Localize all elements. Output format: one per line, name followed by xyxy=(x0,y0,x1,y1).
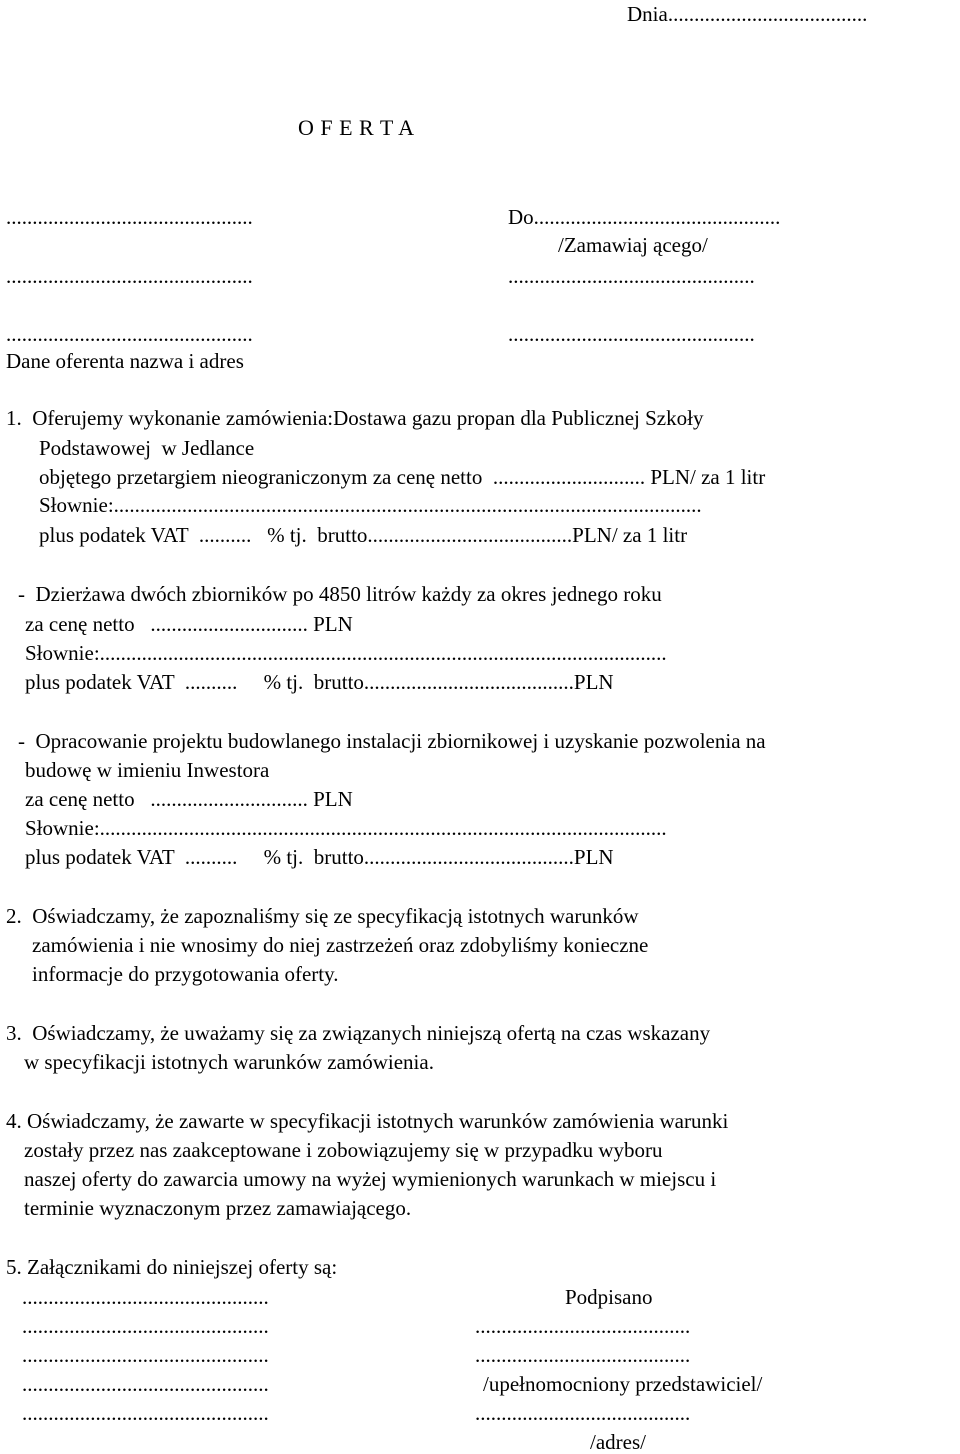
item4-line-4: terminie wyznaczonym przez zamawiającego. xyxy=(24,1196,412,1220)
signature-label: Podpisano xyxy=(565,1285,653,1309)
bidder-label: Dane oferenta nazwa i adres xyxy=(6,349,244,373)
item2-line-2: zamówienia i nie wnosimy do niej zastrzeżeń oraz zdobyliśmy konieczne xyxy=(32,933,649,957)
bidder-line-2: ............................................... xyxy=(6,264,253,288)
item2-line-1: 2. Oświadczamy, że zapoznaliśmy się ze specyfikacją istotnych warunków xyxy=(6,904,639,928)
item3-line-2: w specyfikacji istotnych warunków zamówienia. xyxy=(24,1050,434,1074)
item1-line-1: 1. Oferujemy wykonanie zamówienia:Dostawa gazu propan dla Publicznej Szkoły xyxy=(6,406,704,430)
representative-label: /upełnomocniony przedstawiciel/ xyxy=(483,1372,763,1396)
attachment-line-4: ............................................... xyxy=(22,1372,269,1396)
item4-line-2: zostały przez nas zaakceptowane i zobowiązujemy się w przypadku wyboru xyxy=(24,1138,663,1162)
item1-design-line-2: budowę w imieniu Inwestora xyxy=(25,758,270,782)
item1-lease-line-3: Słownie:............................................................................................................ xyxy=(25,641,667,665)
attachment-line-3: ............................................... xyxy=(22,1343,269,1367)
recipient-line-1: Do............................................... xyxy=(508,205,781,229)
bidder-line-3: ............................................... xyxy=(6,322,253,346)
item4-line-3: naszej oferty do zawarcia umowy na wyżej wymienionych warunkach w miejscu i xyxy=(24,1167,717,1191)
recipient-line-3: ............................................... xyxy=(508,322,755,346)
bidder-line-1: ............................................... xyxy=(6,205,253,229)
item3-line-1: 3. Oświadczamy, że uważamy się za związanych niniejszą ofertą na czas wskazany xyxy=(6,1021,711,1045)
item4-line-1: 4. Oświadczamy, że zawarte w specyfikacji istotnych warunków zamówienia warunki xyxy=(6,1109,729,1133)
item1-lease-line-2: za cenę netto .............................. PLN xyxy=(25,612,353,636)
item1-line-5: plus podatek VAT .......... % tj. brutto.......................................PLN/ za 1 litr xyxy=(39,523,688,547)
address-label: /adres/ xyxy=(590,1430,646,1454)
recipient-sublabel: /Zamawiaj ącego/ xyxy=(558,233,708,257)
item1-line-3: objętego przetargiem nieograniczonym za cenę netto ............................. PLN/ za 1 litr xyxy=(39,465,766,489)
item1-lease-line-4: plus podatek VAT .......... % tj. brutto........................................PLN xyxy=(25,670,614,694)
attachment-line-2: ............................................... xyxy=(22,1314,269,1338)
attachment-line-5: ............................................... xyxy=(22,1401,269,1425)
item1-line-2: Podstawowej w Jedlance xyxy=(39,436,255,460)
item1-design-line-4: Słownie:............................................................................................................ xyxy=(25,816,667,840)
recipient-line-2: ............................................... xyxy=(508,264,755,288)
signature-line-2: ......................................... xyxy=(475,1343,691,1367)
signature-line-1: ......................................... xyxy=(475,1314,691,1338)
date-line: Dnia...................................... xyxy=(627,2,868,26)
item1-design-line-3: za cenę netto .............................. PLN xyxy=(25,787,353,811)
item1-lease-line-1: - Dzierżawa dwóch zbiorników po 4850 litrów każdy za okres jednego roku xyxy=(18,582,662,606)
item5-line-1: 5. Załącznikami do niniejszej oferty są: xyxy=(6,1255,338,1279)
item1-design-line-5: plus podatek VAT .......... % tj. brutto........................................PLN xyxy=(25,845,614,869)
attachment-line-1: ............................................... xyxy=(22,1285,269,1309)
item2-line-3: informacje do przygotowania oferty. xyxy=(32,962,339,986)
document-title: O F E R T A xyxy=(298,115,415,140)
item1-line-4: Słownie:................................................................................................................ xyxy=(39,493,702,517)
item1-design-line-1: - Opracowanie projektu budowlanego instalacji zbiornikowej i uzyskanie pozwolenia na xyxy=(18,729,766,753)
signature-line-3: ......................................... xyxy=(475,1401,691,1425)
